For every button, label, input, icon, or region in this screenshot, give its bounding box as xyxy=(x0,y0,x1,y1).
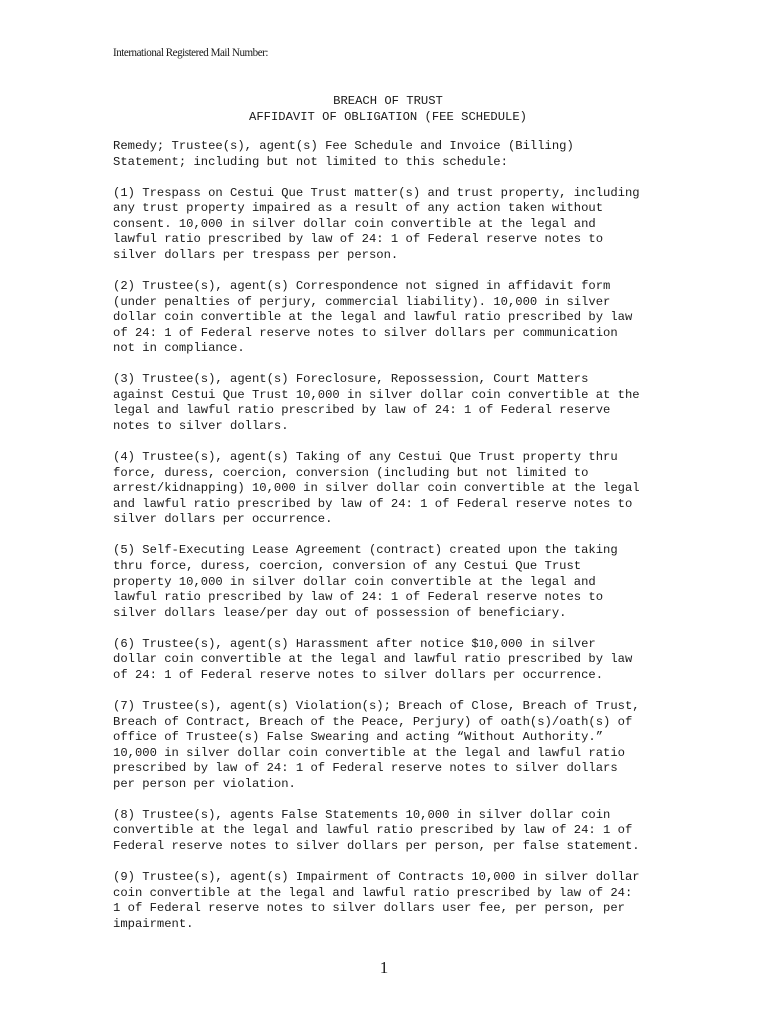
document-body xyxy=(113,139,673,948)
paragraph-item-5-lease-agreement: (5) Self-Executing Lease Agreement (contract) created upon the taking thru force, duress, coercion, conversion of any Cestui Que Trust property 10,000 in silver dollar coin convertible at the legal and lawful ratio prescribed by law of 24: 1 of Federal reserve notes to silver dollars lease/per day out of possession of beneficiary. xyxy=(113,543,618,620)
mail-number-label: International Registered Mail Number: xyxy=(113,45,268,59)
paragraph-item-8-false-statements: (8) Trustee(s), agents False Statements 10,000 in silver dollar coin convertible at the legal and lawful ratio prescribed by law of 24: 1 of Federal reserve notes to silver dollars per person, per false statement. xyxy=(113,807,640,853)
paragraph-remedy-intro: Remedy; Trustee(s), agent(s) Fee Schedule and Invoice (Billing) Statement; including but not limited to this schedule: xyxy=(113,139,574,169)
page-number: 1 xyxy=(379,958,389,977)
document-title xyxy=(0,94,768,125)
paragraph-item-2-correspondence: (2) Trustee(s), agent(s) Correspondence not signed in affidavit form (under penalties of perjury, commercial liability). 10,000 in silver dollar coin convertible at the legal and lawful ratio prescribed by law of 24: 1 of Federal reserve notes to silver dollars per communication not in compliance. xyxy=(113,279,633,356)
paragraph-item-7-violations: (7) Trustee(s), agent(s) Violation(s); Breach of Close, Breach of Trust, Breach of Contract, Breach of the Peace, Perjury) of oath(s)/oath(s) of office of Trustee(s) False Swearing and acting “Without Authority.” 10,000 in silver dollar coin convertible at the legal and lawful ratio prescribed by law of 24: 1 of Federal reserve notes to silver dollars per person per violation. xyxy=(113,699,640,791)
paragraph-item-9-impairment: (9) Trustee(s), agent(s) Impairment of Contracts 10,000 in silver dollar coin convertible at the legal and lawful ratio prescribed by law of 24: 1 of Federal reserve notes to silver dollars user fee, per person, per impairment. xyxy=(113,870,640,931)
title-line-affidavit: AFFIDAVIT OF OBLIGATION (FEE SCHEDULE) xyxy=(249,109,527,124)
paragraph-item-1-trespass: (1) Trespass on Cestui Que Trust matter(s) and trust property, including any trust property impaired as a result of any action taken without consent. 10,000 in silver dollar coin convertible at the legal and lawful ratio prescribed by law of 24: 1 of Federal reserve notes to silver dollars per trespass per person. xyxy=(113,185,640,262)
paragraph-item-6-harassment: (6) Trustee(s), agent(s) Harassment after notice $10,000 in silver dollar coin convertible at the legal and lawful ratio prescribed by law of 24: 1 of Federal reserve notes to silver dollars per occurrence. xyxy=(113,636,633,682)
paragraph-item-4-taking-property: (4) Trustee(s), agent(s) Taking of any Cestui Que Trust property thru force, duress, coercion, conversion (including but not limited to arrest/kidnapping) 10,000 in silver dollar coin convertible at the legal and lawful ratio prescribed by law of 24: 1 of Federal reserve notes to silver dollars per occurrence. xyxy=(113,450,640,527)
title-line-breach-of-trust: BREACH OF TRUST xyxy=(333,94,443,108)
paragraph-item-3-foreclosure: (3) Trustee(s), agent(s) Foreclosure, Repossession, Court Matters against Cestui Que Trust 10,000 in silver dollar coin convertible at the legal and lawful ratio prescribed by law of 24: 1 of Federal reserve notes to silver dollars. xyxy=(113,372,640,433)
